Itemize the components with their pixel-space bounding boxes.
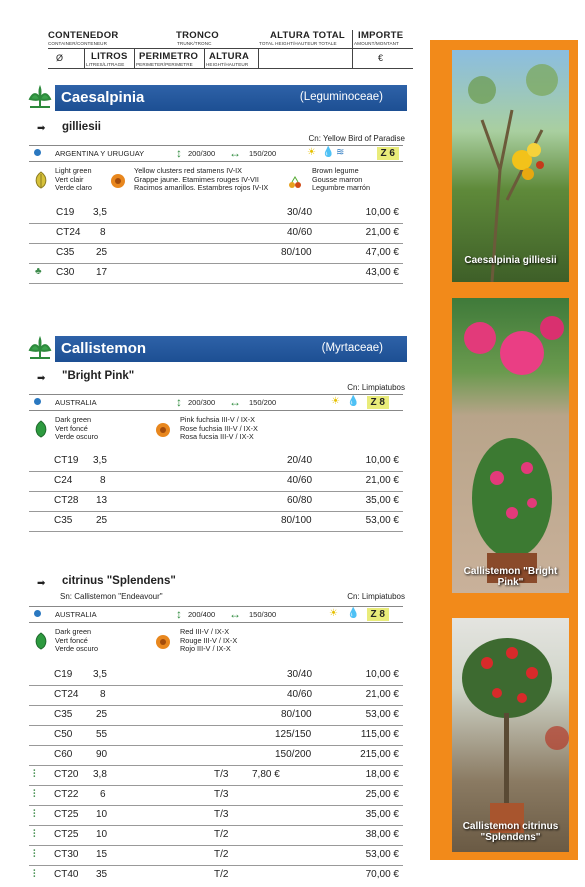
genus-bar-callistemon bbox=[27, 336, 407, 362]
height-arrow-icon: ↕ bbox=[176, 395, 182, 409]
standard-tree-icon: ⫶ bbox=[33, 869, 36, 880]
wind-wave-icon: ≋ bbox=[336, 147, 345, 158]
species-name: gilliesii bbox=[62, 121, 101, 133]
table-row: ⫶ CT30 15 T/2 53,00 € bbox=[29, 845, 403, 866]
table-row: ⫶ CT20 3,8 T/3 7,80 € 18,00 € bbox=[29, 765, 403, 786]
height-arrow-icon: ↕ bbox=[176, 607, 182, 621]
genus-name: Callistemon bbox=[61, 340, 147, 357]
arrow-icon: ➡ bbox=[37, 373, 46, 384]
table-row: CT19 3,5 20/40 10,00 € bbox=[29, 451, 403, 472]
flower-desc: Pink fuchsia III-V / IX-X Rose fuchsia III-V / IX-X Rosa fucsia III-V / IX-X bbox=[180, 415, 258, 442]
fruit-desc: Brown legume Gousse marron Legumbre marrón bbox=[312, 166, 370, 193]
origin: AUSTRALIA bbox=[55, 610, 97, 619]
table-row: ⫶ CT25 10 T/2 38,00 € bbox=[29, 825, 403, 846]
flower-desc: Yellow clusters red stamens IV-IX Grappe jaune. Etamimes rouges IV-VII Racimos amarillos. Estambres rojos IV-IX bbox=[134, 166, 269, 193]
common-name: Cn: Limpiatubos bbox=[347, 383, 405, 392]
species-name: citrinus "Splendens" bbox=[62, 575, 176, 587]
table-row: CT24 8 40/60 21,00 € bbox=[29, 223, 403, 244]
header-litros: LITROS bbox=[91, 51, 128, 62]
table-row: C19 3,5 30/40 10,00 € bbox=[29, 665, 403, 686]
table-row: C19 3,5 30/40 10,00 € bbox=[29, 203, 403, 224]
hardiness-zone: Z 8 bbox=[367, 396, 389, 409]
foliage-desc: Light green Vert clair Verde claro bbox=[55, 166, 92, 193]
photo-citrinus-splendens bbox=[452, 618, 569, 852]
header-perimetro: PERIMETRO bbox=[139, 51, 199, 62]
photo-label: Callistemon "Bright Pink" bbox=[463, 566, 558, 588]
species-info-row bbox=[29, 394, 403, 411]
tree-icon: ♣ bbox=[35, 266, 42, 277]
common-name: Cn: Limpiatubos bbox=[347, 592, 405, 601]
table-row: C35 25 80/100 53,00 € bbox=[29, 705, 403, 726]
header-importe: IMPORTE bbox=[358, 30, 404, 41]
foliage-icon bbox=[33, 171, 49, 194]
table-row: CT24 8 40/60 21,00 € bbox=[29, 685, 403, 706]
leaf-icon bbox=[27, 336, 55, 362]
table-row: C60 90 150/200 215,00 € bbox=[29, 745, 403, 766]
header-tronco-sub: TRUNK/TRONC bbox=[177, 41, 212, 46]
currency-symbol: € bbox=[378, 53, 384, 63]
standard-tree-icon: ⫶ bbox=[33, 849, 36, 860]
water-drops-icon: 💧 bbox=[347, 608, 360, 619]
height-range: 200/400 bbox=[188, 610, 216, 619]
header-altura: ALTURA bbox=[209, 51, 250, 62]
fruit-icon bbox=[288, 175, 302, 194]
height-range: 200/300 bbox=[188, 149, 216, 158]
origin: AUSTRALIA bbox=[55, 398, 97, 407]
sun-icon: ☀ bbox=[331, 396, 340, 407]
table-row: C24 8 40/60 21,00 € bbox=[29, 471, 403, 492]
width-arrow-icon: ↔ bbox=[229, 395, 241, 409]
origin: ARGENTINA Y URUGUAY bbox=[55, 149, 145, 158]
diameter-symbol: Ø bbox=[56, 53, 64, 63]
foliage-icon bbox=[33, 420, 49, 443]
flower-icon bbox=[110, 173, 126, 194]
hardiness-zone: Z 8 bbox=[367, 608, 389, 621]
arrow-icon: ➡ bbox=[37, 123, 46, 134]
height-arrow-icon: ↕ bbox=[176, 146, 182, 160]
globe-icon bbox=[34, 398, 41, 405]
globe-icon bbox=[34, 610, 41, 617]
table-row: C35 25 80/100 53,00 € bbox=[29, 511, 403, 532]
table-row: ⫶ CT25 10 T/3 35,00 € bbox=[29, 805, 403, 826]
genus-name: Caesalpinia bbox=[61, 89, 145, 106]
table-row: CT28 13 60/80 35,00 € bbox=[29, 491, 403, 512]
sun-icon: ☀ bbox=[307, 147, 316, 158]
photo-bright-pink bbox=[452, 298, 569, 593]
flower-icon bbox=[155, 422, 171, 443]
hardiness-zone: Z 6 bbox=[377, 147, 399, 160]
flower-icon bbox=[155, 634, 171, 655]
common-name: Cn: Yellow Bird of Paradise bbox=[308, 134, 405, 143]
table-row: C35 25 80/100 47,00 € bbox=[29, 243, 403, 264]
water-drop-icon: 💧 bbox=[322, 147, 335, 158]
photo-label: Caesalpinia gilliesii bbox=[464, 255, 557, 266]
header-altura-total-sub: TOTAL HEIGHT/HAUTEUR TOTALE bbox=[259, 41, 337, 46]
header-contenedor: CONTENEDOR bbox=[48, 30, 119, 41]
header-litros-sub: LITRES/LITRAGE bbox=[86, 62, 125, 67]
header-altura-total: ALTURA TOTAL bbox=[270, 30, 346, 41]
header-tronco: TRONCO bbox=[176, 30, 219, 41]
standard-tree-icon: ⫶ bbox=[33, 829, 36, 840]
globe-icon bbox=[34, 149, 41, 156]
synonym-name: Sn: Callistemon "Endeavour" bbox=[60, 592, 163, 601]
header-perimetro-sub: PERIMETER/PERIMETRE bbox=[136, 62, 193, 67]
standard-tree-icon: ⫶ bbox=[33, 789, 36, 800]
leaf-icon bbox=[27, 85, 55, 111]
table-row: C50 55 125/150 115,00 € bbox=[29, 725, 403, 746]
species-name: "Bright Pink" bbox=[62, 370, 135, 382]
width-arrow-icon: ↔ bbox=[229, 146, 241, 160]
sun-icon: ☀ bbox=[329, 608, 338, 619]
header-importe-sub: AMOUNT/MONTANT bbox=[354, 41, 399, 46]
width-arrow-icon: ↔ bbox=[229, 607, 241, 621]
photo-caesalpinia bbox=[452, 50, 569, 282]
species-info-row bbox=[29, 606, 403, 623]
table-row: ♣ C30 17 43,00 € bbox=[29, 263, 403, 284]
header-contenedor-sub: CONTAINER/CONTENEUR bbox=[48, 41, 107, 46]
foliage-icon bbox=[33, 632, 49, 655]
flower-desc: Red III-V / IX-X Rouge III-V / IX-X Rojo III-V / IX-X bbox=[180, 627, 238, 654]
family-name: (Leguminoceae) bbox=[299, 91, 383, 103]
water-drops-icon: 💧 bbox=[347, 396, 360, 407]
foliage-desc: Dark green Vert foncé Verde oscuro bbox=[55, 627, 98, 654]
width-range: 150/200 bbox=[249, 149, 277, 158]
height-range: 200/300 bbox=[188, 398, 216, 407]
species-info-row bbox=[29, 145, 403, 162]
table-row: ⫶ CT40 35 T/2 70,00 € bbox=[33, 869, 399, 880]
genus-bar-caesalpinia bbox=[27, 85, 407, 111]
table-row: ⫶ CT22 6 T/3 25,00 € bbox=[29, 785, 403, 806]
arrow-icon: ➡ bbox=[37, 578, 46, 589]
photo-column bbox=[430, 40, 578, 860]
width-range: 150/200 bbox=[249, 398, 277, 407]
foliage-desc: Dark green Vert foncé Verde oscuro bbox=[55, 415, 98, 442]
photo-label: Callistemon citrinus "Splendens" bbox=[462, 821, 559, 843]
family-name: (Myrtaceae) bbox=[321, 342, 383, 354]
standard-tree-icon: ⫶ bbox=[33, 769, 36, 780]
standard-tree-icon: ⫶ bbox=[33, 809, 36, 820]
width-range: 150/300 bbox=[249, 610, 277, 619]
header-altura-sub: HEIGHT/HAUTEUR bbox=[206, 62, 249, 67]
